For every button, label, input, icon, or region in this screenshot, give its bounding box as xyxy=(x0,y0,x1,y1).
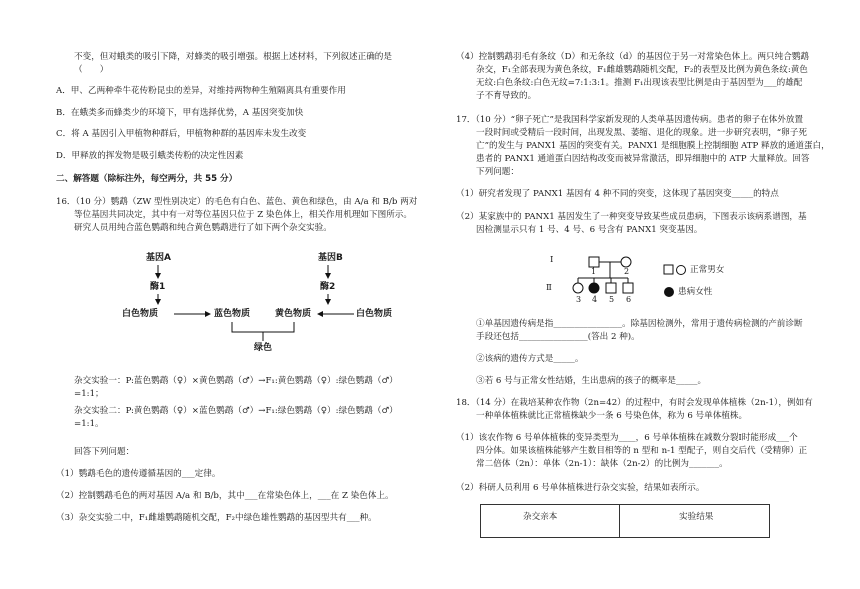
generation-2-label: Ⅱ xyxy=(546,283,552,293)
legend-affected-icon xyxy=(665,288,674,297)
pedigree-4-affected-female xyxy=(589,283,599,293)
enzyme1-label: 酶1 xyxy=(150,282,166,292)
q17-line-3: 亡”的发生与 PANX1 基因的突变有关。PANX1 是细胞膜上控制细胞 ATP 释放的通道蛋白， xyxy=(476,141,830,151)
q18-sub-2: （2）科研人员利用 6 号单体植株进行杂交实验，结果如表所示。 xyxy=(456,483,705,493)
bracket-green xyxy=(232,322,294,332)
table-header-results: 实验结果 xyxy=(679,512,714,522)
q18-sub-1-line-3: 常二倍体（2n）：单体（2n-1）：缺体（2n-2）的比例为_______。 xyxy=(476,459,728,469)
enzyme2-label: 酶2 xyxy=(320,282,336,292)
intro-line-2: （ ） xyxy=(74,65,109,75)
q18-sub-1-line-2: 四分体。如果该植株能够产生数目相等的 n 型和 n-1 型配子，则自交后代（受精卵）正 xyxy=(476,446,808,456)
q17-line-4: 患者的 PANX1 通道蛋白因结构改变而被异常激活，即异细胞中的 ATP 大量释放。回答 xyxy=(476,154,810,164)
legend-affected-label: 患病女性 xyxy=(678,287,713,297)
cross1-line-2: =1:1； xyxy=(74,389,104,399)
pedigree-chart xyxy=(546,254,746,306)
option-a: A．甲、乙两种牵牛花传粉昆虫的差异，对维持两物种生殖隔离具有重要作用 xyxy=(56,86,346,96)
q16-sub-4-line-3: 无纹:白色条纹:白色无纹=7:1:3:1。推测 F₁出现该表型比例是由于基因型为___的雄配 xyxy=(476,78,803,88)
pedigree-6-male xyxy=(623,283,633,293)
q16-line-1: 16．（10 分）鹦鹉（ZW 型性别决定）的毛色有白色、蓝色、黄色和绿色，由 A/a 和 B/b 两对 xyxy=(56,197,418,207)
option-b: B．在蛾类多而蜂类少的环境下，甲有选择优势，A 基因突变加快 xyxy=(56,108,304,118)
white-substance-right: 白色物质 xyxy=(356,309,393,319)
legend-male-icon xyxy=(664,265,673,274)
pedigree-num-4: 4 xyxy=(592,295,598,304)
q17-a-line-2: 手段还包括________________(答出 2 种)。 xyxy=(476,332,640,342)
pedigree-5-male xyxy=(606,283,616,293)
q17-sub-1: （1）研究者发现了 PANX1 基因有 4 种不同的突变，这体现了基因突变_____的特点 xyxy=(456,189,779,199)
q17-a-line-1: ①单基因遗传病是指________________。除基因检测外，常用于遗传病检测的产前诊断 xyxy=(476,319,803,329)
intro-line-1: 不变，但对蛾类的吸引下降，对蜂类的吸引增强。根据上述材料，下列叙述正确的是 xyxy=(74,52,392,62)
green-label: 绿色 xyxy=(254,343,273,353)
blue-substance: 蓝色物质 xyxy=(214,309,251,319)
q18-sub-1-line-1: （1）该农作物 6 号单体植株的变异类型为____，6 号单体植株在减数分裂Ⅰ时能形成___个 xyxy=(456,433,798,443)
cross-result-table xyxy=(480,504,770,538)
option-d: D．甲释放的挥发物是吸引蛾类传粉的决定性因素 xyxy=(56,151,244,161)
gene-a-label: 基因A xyxy=(146,253,171,263)
legend-female-icon xyxy=(677,266,686,275)
pedigree-3-female xyxy=(573,283,583,293)
q16-line-2: 等位基因共同决定，其中有一对等位基因只位于 Z 染色体上，相关作用机理如下图所示。 xyxy=(74,210,412,220)
q17-line-1: 17．（10 分）“卵子死亡”是我国科学家新发现的人类单基因遗传病。患者的卵子在体外放置 xyxy=(456,115,804,125)
pedigree-num-2: 2 xyxy=(624,267,630,276)
white-substance-left: 白色物质 xyxy=(122,309,159,319)
table-header-parents: 杂交亲本 xyxy=(523,512,558,522)
gene-b-label: 基因B xyxy=(318,253,343,263)
yellow-substance: 黄色物质 xyxy=(275,309,312,319)
pathway-diagram xyxy=(122,252,412,356)
q17-c: ③若 6 号与正常女性结婚，生出患病的孩子的概率是_____。 xyxy=(476,376,707,386)
q16-sub-3: （3）杂交实验二中，F₁雌雄鹦鹉随机交配，F₂中绿色雄性鹦鹉的基因型共有___种。 xyxy=(56,513,377,523)
legend-normal-label: 正常男女 xyxy=(690,265,725,275)
pedigree-num-6: 6 xyxy=(626,295,632,304)
pedigree-num-1: 1 xyxy=(591,267,597,276)
cross2-line-1: 杂交实验二：P:黄色鹦鹉（♀）×蓝色鹦鹉（♂）→F₁:绿色鹦鹉（♀）:绿色鹦鹉（♂） xyxy=(74,406,398,416)
q18-line-2: 一种单体植株就比正常植株缺少一条 6 号染色体，称为 6 号单体植株。 xyxy=(476,411,748,421)
q16-sub-4-line-1: （4）控制鹦鹉羽毛有条纹（D）和无条纹（d）的基因位于另一对常染色体上。两只纯合鹦鹉 xyxy=(456,52,810,62)
option-c: C．将 A 基因引入甲植物种群后，甲植物种群的基因库未发生改变 xyxy=(56,129,307,139)
pedigree-num-3: 3 xyxy=(576,295,582,304)
q18-line-1: 18．（14 分）在栽培某种农作物（2n=42）的过程中，有时会发现单体植株（2n-1），例如有 xyxy=(456,398,813,408)
pathway-arrows xyxy=(132,252,412,356)
q17-b: ②该病的遗传方式是_____。 xyxy=(476,354,584,364)
cross2-line-2: =1:1。 xyxy=(74,419,104,429)
q17-line-2: 一段时间或受精后一段时间，出现发黑、萎缩、退化的现象。进一步研究表明，“卵子死 xyxy=(476,128,807,138)
pedigree-num-5: 5 xyxy=(609,295,615,304)
q16-line-3: 研究人员用纯合蓝色鹦鹉和纯合黄色鹦鹉进行了如下两个杂交实验。 xyxy=(74,223,332,233)
section-heading: 二、解答题（除标注外，每空两分，共 55 分） xyxy=(56,174,238,184)
q16-sub-1: （1）鹦鹉毛色的遗传遵循基因的___定律。 xyxy=(56,469,221,479)
q16-sub-4-line-4: 子不育导致的。 xyxy=(476,91,537,101)
cross1-line-1: 杂交实验一：P:蓝色鹦鹉（♀）×黄色鹦鹉（♂）→F₁:黄色鹦鹉（♀）:绿色鹦鹉（♂） xyxy=(74,376,398,386)
q17-line-5: 下列问题： xyxy=(476,167,519,177)
q16-sub-4-line-2: 杂交，F₁全部表现为黄色条纹，F₁雌雄鹦鹉随机交配，F₂的表型及比例为黄色条纹:黄色 xyxy=(476,65,808,75)
answer-prompt: 回答下列问题： xyxy=(74,447,135,457)
generation-1-label: Ⅰ xyxy=(550,255,554,265)
q17-sub-2-line-2: 因检测显示只有 1 号、4 号、6 号含有 PANX1 突变基因。 xyxy=(476,225,703,235)
q16-sub-2: （2）控制鹦鹉毛色的两对基因 A/a 和 B/b，其中___在常染色体上，___在 Z 染色体上。 xyxy=(56,491,394,501)
q17-sub-2-line-1: （2）某家族中的 PANX1 基因发生了一种突变导致某些成员患病，下图表示该病系谱图，基 xyxy=(456,212,807,222)
